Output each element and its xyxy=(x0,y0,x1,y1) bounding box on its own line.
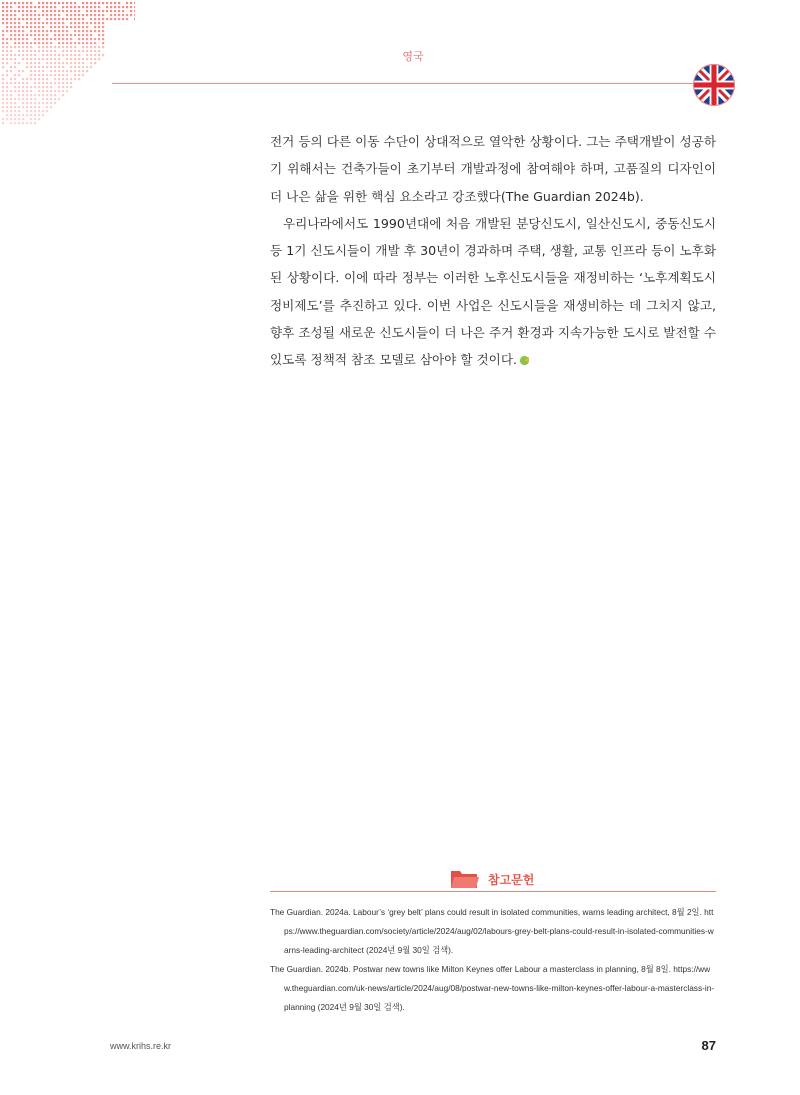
body-paragraph: 우리나라에서도 1990년대에 처음 개발된 분당신도시, 일산신도시, 중동신도시 등 1기 신도시들이 개발 후 30년이 경과하며 주택, 생활, 교통 인프라 등이 노후화된 상황이다. 이에 따라 정부는 이러한 노후신도시들을 재정비하는 ‘노후계획도시 정비제도’를 추진하고 있다. 이번 사업은 신도시들을 재생비하는 데 그치지 않고, 향후 조성될 새로운 신도시들이 더 나은 주거 환경과 지속가능한 도시로 발전할 수 있도록 정책적 참조 모델로 삼아야 할 것이다. xyxy=(270,215,716,368)
page-number: 87 xyxy=(701,1038,716,1053)
references-header xyxy=(450,866,534,892)
folder-icon xyxy=(450,868,480,890)
body-paragraph: 전거 등의 다른 이동 수단이 상대적으로 열악한 상황이다. 그는 주택개발이 성공하기 위해서는 건축가들이 초기부터 개발과정에 참여해야 하며, 고품질의 디자인이 더 나은 삶을 위한 핵심 요소라고 강조했다(The Guardian 2024b). xyxy=(270,134,716,204)
footer-url: www.krihs.re.kr xyxy=(110,1041,172,1051)
leaf-end-mark-icon xyxy=(519,355,530,366)
article-body xyxy=(270,128,716,374)
references-title: 참고문헌 xyxy=(488,872,535,887)
header-divider xyxy=(112,83,712,84)
uk-flag-icon xyxy=(692,63,736,107)
references-list xyxy=(270,903,716,1017)
reference-item: The Guardian. 2024a. Labour’s ‘grey belt’ plans could result in isolated communities, warns leading architect, 8월 2일. https://www.theguardian.com/society/article/2024/aug/02/labours-grey-belt-plans-could-result-in-isolated-communities-warns-leading-architect (2024년 9월 30일 검색). xyxy=(270,907,714,955)
references-divider xyxy=(270,891,716,892)
section-title: 영국 xyxy=(402,50,424,63)
reference-item: The Guardian. 2024b. Postwar new towns like Milton Keynes offer Labour a masterclass in planning, 8월 8일. https://www.theguardian.com/uk-news/article/2024/aug/08/postwar-new-towns-like-milton-keynes-offer-labour-a-masterclass-in-planning (2024년 9월 30일 검색). xyxy=(270,964,715,1012)
